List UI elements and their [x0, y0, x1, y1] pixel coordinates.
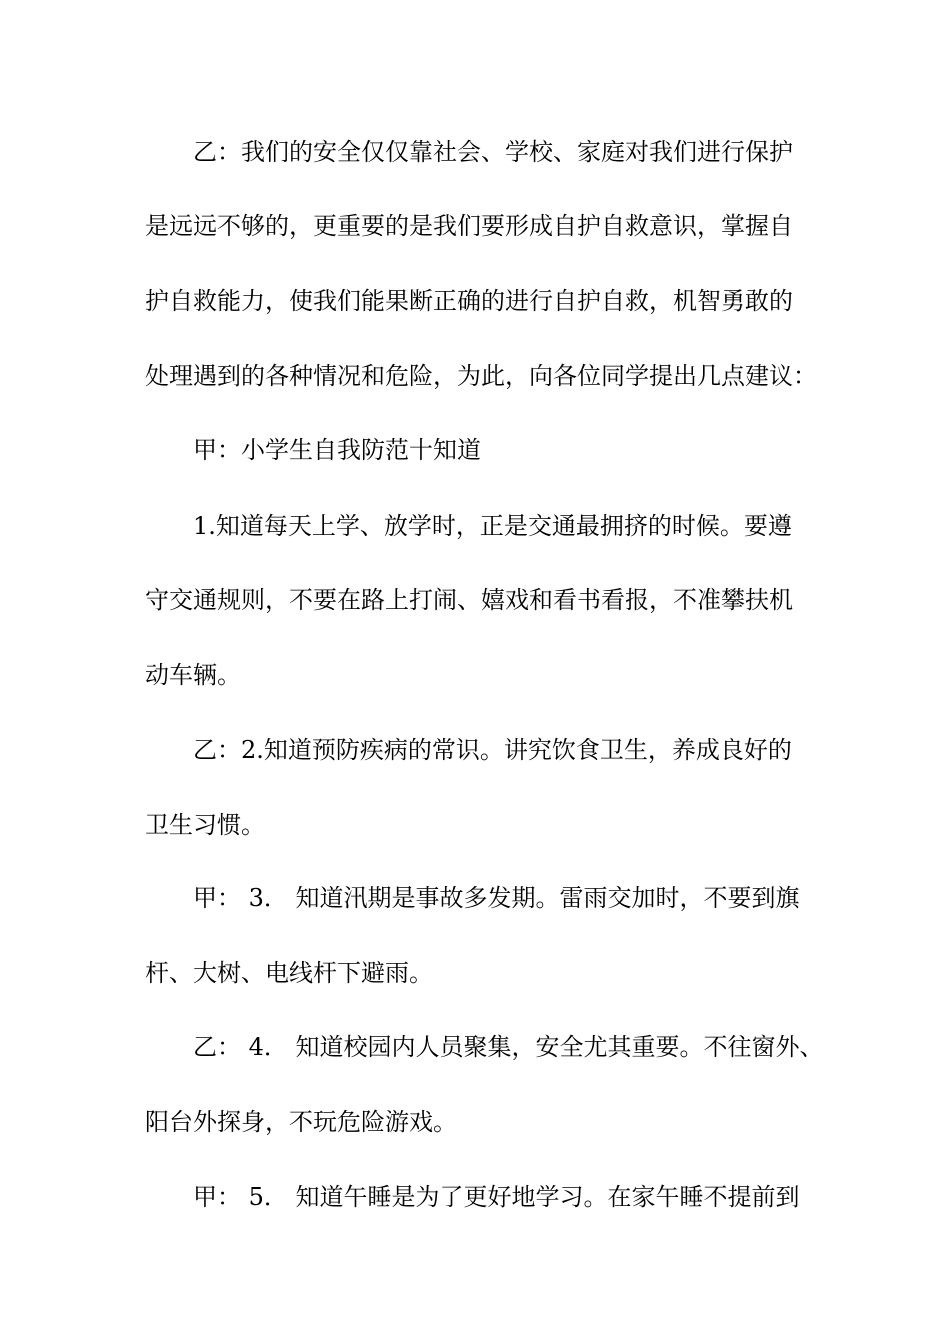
text-line: 乙：2.知道预防疾病的常识。讲究饮食卫生，养成良好的	[193, 736, 792, 764]
text-line: 护自救能力，使我们能果断正确的进行自护自救，机智勇敢的	[145, 287, 793, 315]
text-line: 阳台外探身，不玩危险游戏。	[145, 1108, 457, 1136]
text-line: 甲： 5． 知道午睡是为了更好地学习。在家午睡不提前到	[193, 1183, 800, 1211]
text-line: 乙：我们的安全仅仅靠社会、学校、家庭对我们进行保护	[193, 138, 793, 166]
text-line: 处理遇到的各种情况和危险，为此，向各位同学提出几点建议：	[145, 362, 817, 390]
text-line: 动车辆。	[145, 661, 241, 689]
text-line: 1.知道每天上学、放学时，正是交通最拥挤的时候。要遵	[193, 512, 792, 540]
section-heading: 甲：小学生自我防范十知道	[193, 436, 481, 464]
text-line: 杆、大树、电线杆下避雨。	[145, 959, 433, 987]
text-line: 是远远不够的，更重要的是我们要形成自护自救意识，掌握自	[145, 212, 793, 240]
text-line: 卫生习惯。	[145, 811, 265, 839]
text-line: 乙： 4． 知道校园内人员聚集，安全尤其重要。不往窗外、	[193, 1033, 824, 1061]
text-line: 甲： 3． 知道汛期是事故多发期。雷雨交加时，不要到旗	[193, 884, 800, 912]
text-line: 守交通规则，不要在路上打闹、嬉戏和看书看报，不准攀扶机	[145, 586, 793, 614]
